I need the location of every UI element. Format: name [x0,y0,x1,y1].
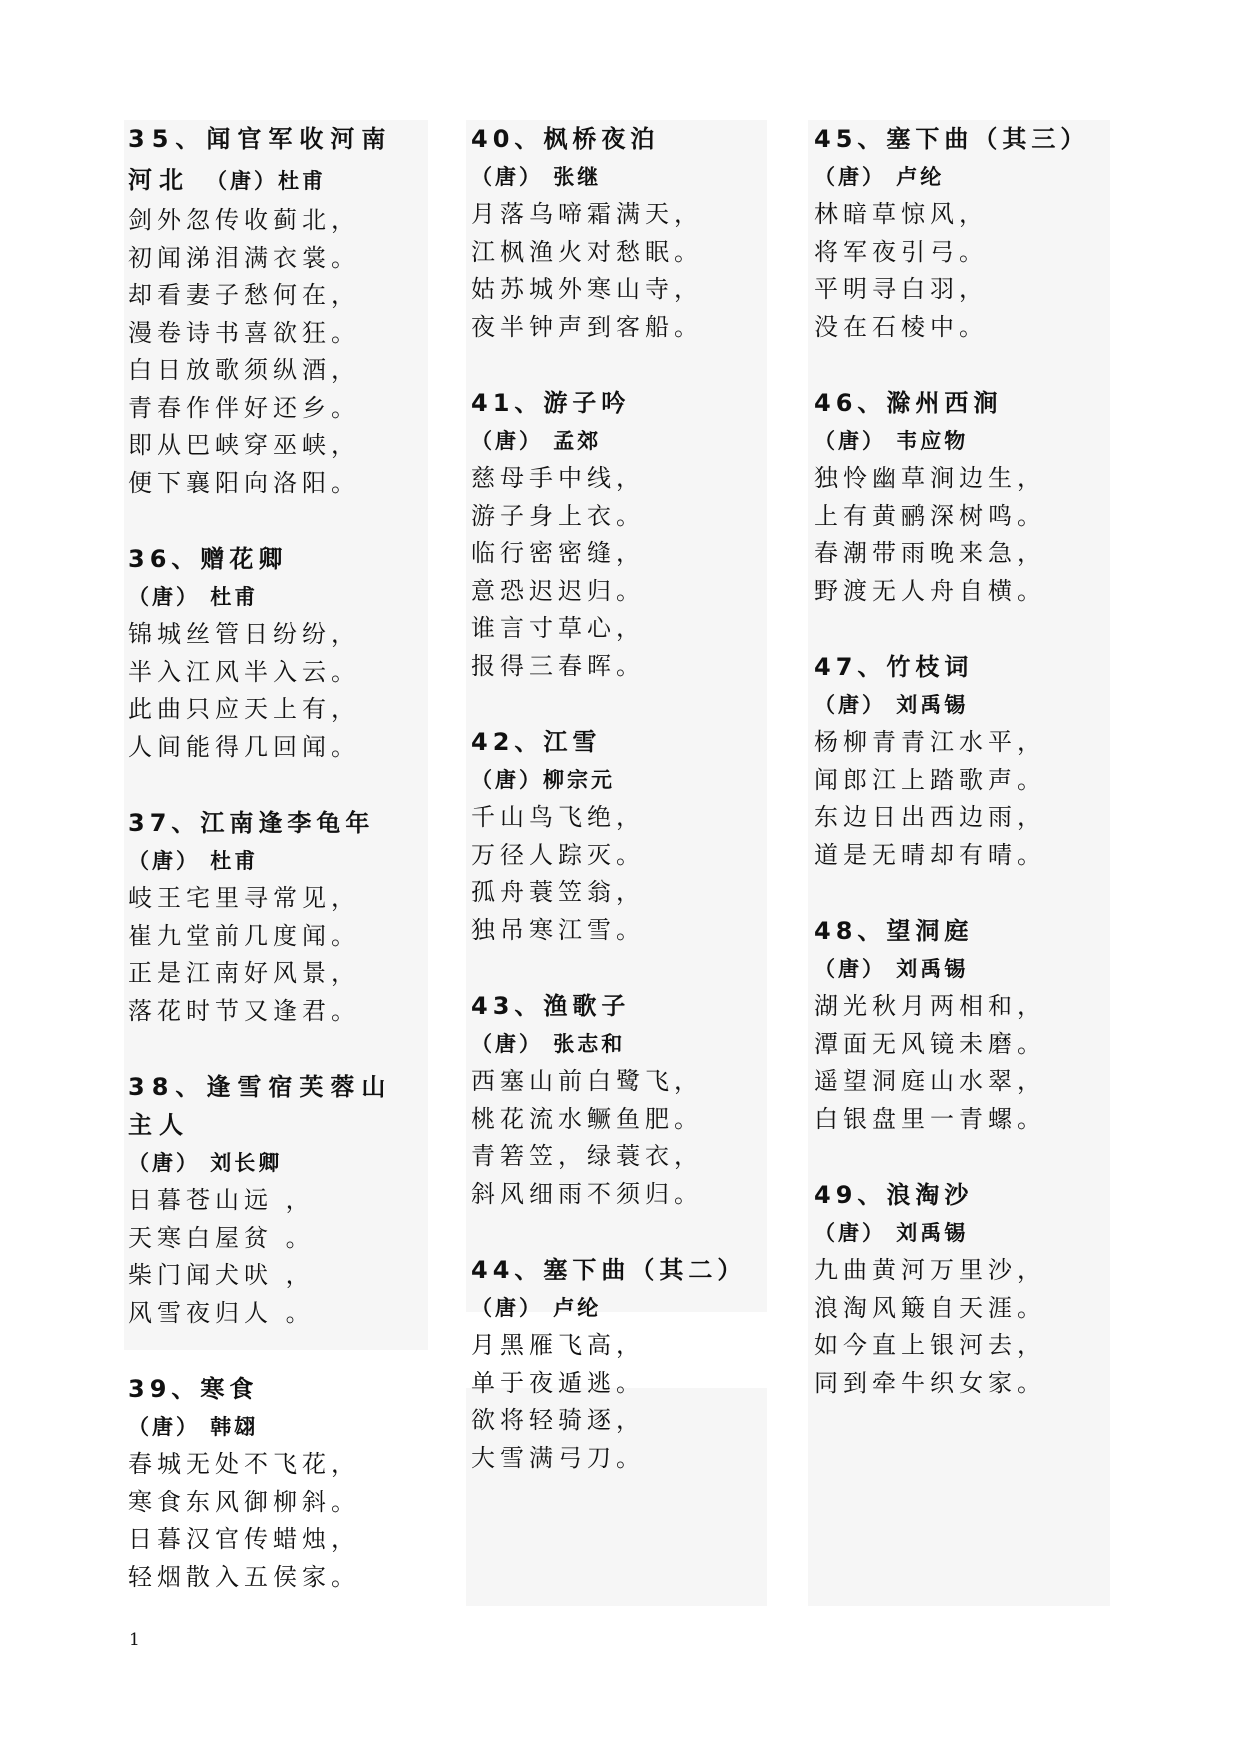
poem-line: 千山鸟飞绝， [471,803,645,831]
poem-line: 潭面无风镜未磨。 [814,1029,1046,1058]
poem-line: 春潮带雨晚来急， [814,539,1046,567]
poem-line: 将军夜引弓。 [814,237,988,266]
poem-line: 锦城丝管日纷纷， [128,620,360,648]
poem-line: 姑苏城外寒山寺， [471,275,703,303]
poem-block [814,1176,1114,1402]
poem-author: （唐） 孟郊 [471,429,602,453]
poem-title: 47、竹枝词 [814,653,974,681]
poem-author: （唐） 杜甫 [128,585,259,609]
poem-line: 日暮苍山远 ， [128,1186,315,1214]
poem-line: 大雪满弓刀。 [471,1443,645,1472]
poem-line: 林暗草惊风， [814,200,988,228]
poem-block [471,987,771,1213]
poem-line: 上有黄鹂深树鸣。 [814,501,1046,530]
poem-line: 谁言寸草心， [471,614,645,642]
poem-column-3 [812,120,1114,1440]
poem-title: 35、闻官军收河南河北 [128,125,393,194]
poem-line: 野渡无人舟自横。 [814,576,1046,605]
poem-line: 正是江南好风景， [128,959,360,987]
poem-line: 日暮汉官传蜡烛， [128,1525,360,1553]
poem-block [128,1068,428,1332]
poem-line: 杨柳青青江水平， [814,728,1046,756]
poem-block [471,120,771,346]
poem-line: 临行密密缝， [471,539,645,567]
poem-title: 46、滁州西涧 [814,389,1003,417]
poem-line: 游子身上衣。 [471,501,645,530]
poem-line: 湖光秋月两相和， [814,992,1046,1020]
poem-author: （唐）柳宗元 [471,768,615,792]
poem-line: 遥望洞庭山水翠， [814,1067,1046,1095]
poem-line: 闻郎江上踏歌声。 [814,765,1046,794]
poem-block [128,1370,428,1596]
poem-line: 西塞山前白鹭飞， [471,1067,703,1095]
poem-block [128,120,428,502]
poem-title: 41、游子吟 [471,389,631,417]
poem-title: 39、寒食 [128,1375,259,1403]
poem-author: （唐）杜甫 [206,169,326,193]
poem-line: 月落乌啼霜满天， [471,200,703,228]
poem-title: 42、江雪 [471,728,602,756]
poem-line: 独吊寒江雪。 [471,915,645,944]
poem-line: 江枫渔火对愁眠。 [471,237,703,266]
poem-line: 落花时节又逢君。 [128,996,360,1025]
poem-title: 36、赠花卿 [128,545,288,573]
poem-block [814,384,1114,610]
poem-block [814,648,1114,874]
poem-line: 白银盘里一青螺。 [814,1104,1046,1133]
poem-column-1 [126,120,428,1634]
poem-line: 春城无处不飞花， [128,1450,360,1478]
poem-line: 即从巴峡穿巫峡， [128,431,360,459]
poem-line: 意恐迟迟归。 [471,576,645,605]
poem-title: 40、枫桥夜泊 [471,125,660,153]
page-number: 1 [129,1630,140,1650]
poem-line: 半入江风半入云。 [128,657,360,686]
poem-line: 青春作伴好还乡。 [128,393,360,422]
poem-line: 白日放歌须纵酒， [128,356,360,384]
poem-block [128,804,428,1030]
poem-line: 青箬笠，绿蓑衣， [471,1142,703,1170]
poem-line: 寒食东风御柳斜。 [128,1487,360,1516]
poem-line: 漫卷诗书喜欲狂。 [128,318,360,347]
poem-author: （唐） 刘禹锡 [814,957,969,981]
poem-column-2 [469,120,771,1515]
poem-line: 人间能得几回闻。 [128,732,360,761]
poem-title: 49、浪淘沙 [814,1181,974,1209]
poem-block [814,120,1114,346]
poem-line: 孤舟蓑笠翁， [471,878,645,906]
poem-title: 43、渔歌子 [471,992,631,1020]
poem-line: 月黑雁飞高， [471,1331,645,1359]
poem-line: 桃花流水鳜鱼肥。 [471,1104,703,1133]
poem-line: 崔九堂前几度闻。 [128,921,360,950]
poem-line: 东边日出西边雨， [814,803,1046,831]
poem-block [128,540,428,766]
poem-block [814,912,1114,1138]
poem-author: （唐） 张志和 [471,1032,626,1056]
poem-line: 独怜幽草涧边生， [814,464,1046,492]
poem-line: 轻烟散入五侯家。 [128,1562,360,1591]
poem-line: 报得三春晖。 [471,651,645,680]
poem-author: （唐） 韩翃 [128,1415,259,1439]
poem-author: （唐） 卢纶 [814,165,945,189]
poem-line: 便下襄阳向洛阳。 [128,468,360,497]
poem-line: 天寒白屋贫 。 [128,1223,315,1252]
poem-line: 斜风细雨不须归。 [471,1179,703,1208]
poem-line: 单于夜遁逃。 [471,1368,645,1397]
poem-author: （唐） 卢纶 [471,1296,602,1320]
poem-title: 44、塞下曲（其二） [471,1256,747,1284]
poem-block [471,723,771,949]
poem-author: （唐） 刘禹锡 [814,693,969,717]
poem-line: 如今直上银河去， [814,1331,1046,1359]
poem-title: 45、塞下曲（其三） [814,125,1090,153]
poem-title: 38、逢雪宿芙蓉山主人 [128,1073,393,1139]
poem-author: （唐） 杜甫 [128,849,259,873]
poem-line: 风雪夜归人 。 [128,1298,315,1327]
poem-line: 九曲黄河万里沙， [814,1256,1046,1284]
poem-author: （唐） 刘长卿 [128,1151,283,1175]
poem-line: 同到牵牛织女家。 [814,1368,1046,1397]
poem-title: 37、江南逢李龟年 [128,809,375,837]
poem-line: 柴门闻犬吠 ， [128,1261,315,1289]
poem-line: 此曲只应天上有， [128,695,360,723]
poem-line: 万径人踪灭。 [471,840,645,869]
poem-author: （唐） 刘禹锡 [814,1221,969,1245]
poem-author: （唐） 韦应物 [814,429,969,453]
poem-line: 初闻涕泪满衣裳。 [128,243,360,272]
poem-block [471,1251,771,1477]
poem-line: 道是无晴却有晴。 [814,840,1046,869]
poem-line: 慈母手中线， [471,464,645,492]
poem-author: （唐） 张继 [471,165,602,189]
poem-line: 平明寻白羽， [814,275,988,303]
poem-line: 剑外忽传收蓟北， [128,206,360,234]
poem-line: 岐王宅里寻常见， [128,884,360,912]
poem-heading [128,120,418,202]
poem-line: 夜半钟声到客船。 [471,312,703,341]
poem-title: 48、望洞庭 [814,917,974,945]
poem-line: 却看妻子愁何在， [128,281,360,309]
poem-line: 浪淘风簸自天涯。 [814,1293,1046,1322]
poem-line: 没在石棱中。 [814,312,988,341]
poem-block [471,384,771,685]
poem-line: 欲将轻骑逐， [471,1406,645,1434]
